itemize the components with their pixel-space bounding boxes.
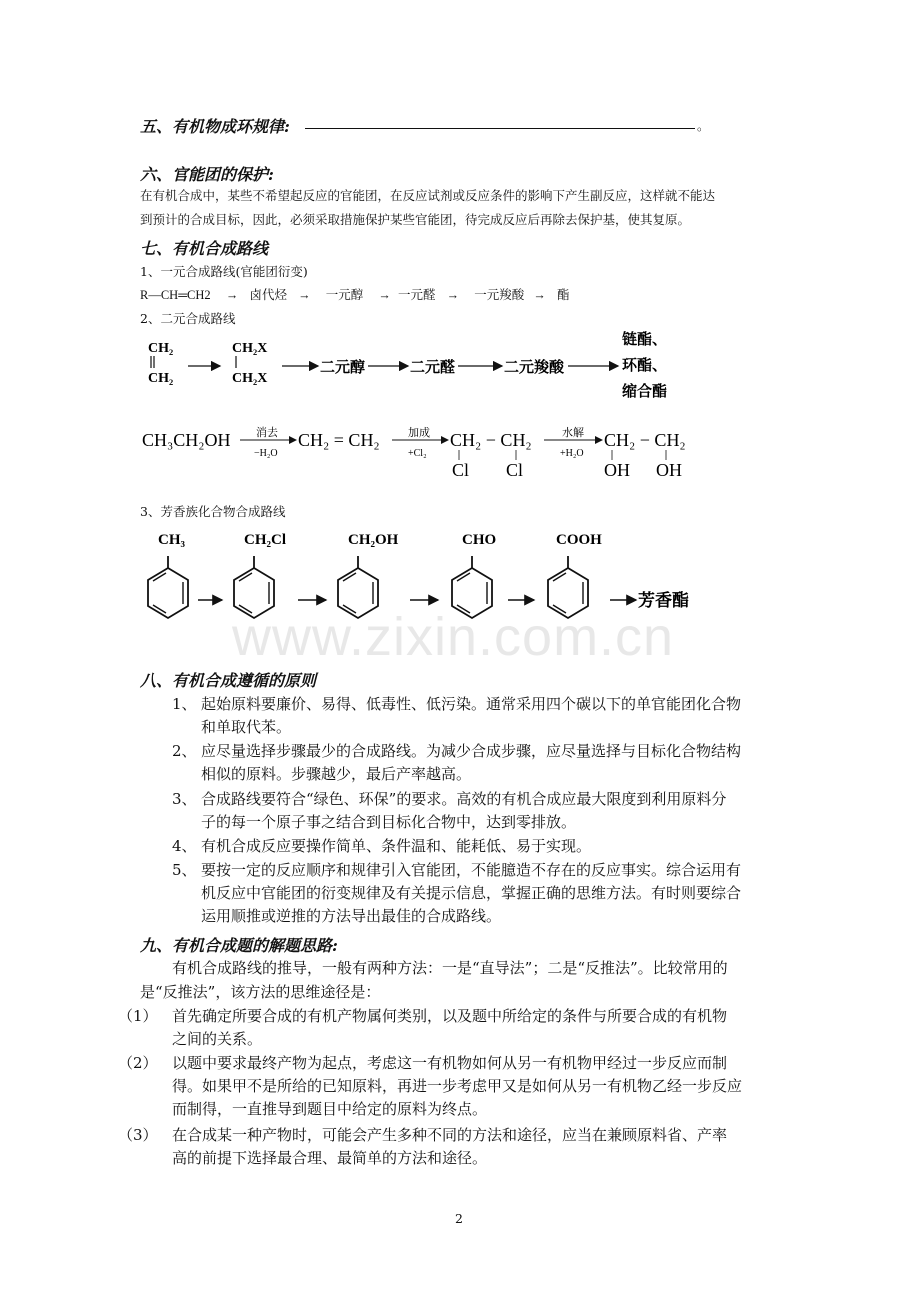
condition-minus-water: −H₂O bbox=[254, 448, 278, 459]
benzyl-alcohol-group: CH₂OH bbox=[348, 532, 399, 548]
dicarboxylic-acid: 二元羧酸 bbox=[504, 360, 565, 376]
section5-period: 。 bbox=[697, 118, 710, 133]
benzene-ring-icon bbox=[148, 556, 188, 618]
route2-diagram bbox=[140, 328, 720, 402]
text-line: 而制得，一直推导到题目中给定的原料为终点。 bbox=[172, 1100, 488, 1118]
hydroxyl-right: OH bbox=[656, 460, 682, 480]
chlorine-right: Cl bbox=[506, 460, 524, 480]
ethene-top: CH₂ bbox=[148, 341, 174, 356]
watermark: www.zixin.com.cn bbox=[232, 607, 675, 667]
text-line: 在合成某一种产物时，可能会产生多种不同的方法和途径，应当在兼顾原料省、产率 bbox=[172, 1126, 728, 1144]
approach-1 bbox=[172, 1005, 727, 1051]
arrow-icon: → bbox=[446, 288, 460, 302]
text-line: 高的前提下选择最合理、最简单的方法和途径。 bbox=[172, 1149, 488, 1167]
ethene-bottom: CH₂ bbox=[148, 371, 174, 386]
condition-plus-water: +H₂O bbox=[560, 448, 584, 459]
benzaldehyde-group: CHO bbox=[462, 532, 497, 548]
condition-elimination: 消去 bbox=[256, 427, 278, 439]
text-line: 运用顺推或逆推的方法导出最佳的合成路线。 bbox=[201, 907, 502, 925]
reaction-equation bbox=[140, 420, 720, 484]
benzene-ring-icon bbox=[548, 556, 588, 618]
text-line: 子的每一个原子事之结合到目标化合物中，达到零排放。 bbox=[201, 813, 577, 831]
principle-number: 4、 bbox=[172, 837, 197, 855]
text-line: 之间的关系。 bbox=[172, 1030, 263, 1048]
route1-step: 一元醇 bbox=[325, 288, 364, 302]
ethene: CH₂ = CH₂ bbox=[298, 430, 380, 450]
ethanol: CH₃CH₂OH bbox=[142, 430, 231, 450]
approach-number: （2） bbox=[118, 1054, 158, 1072]
text-line: 起始原料要廉价、易得、低毒性、低污染。通常采用四个碳以下的单官能团化合物 bbox=[201, 695, 742, 713]
fill-in-blank-line bbox=[305, 128, 695, 129]
dichloroethane: CH₂ − CH₂ bbox=[450, 430, 532, 450]
route1-start: R—CH═CH2 bbox=[140, 288, 211, 302]
route1-chain bbox=[140, 285, 570, 303]
principle-3 bbox=[201, 788, 726, 834]
aromatic-ester: 芳香酯 bbox=[638, 591, 689, 610]
route1-step: 一元羧酸 bbox=[474, 288, 525, 302]
dihalide-top: CH₂X bbox=[232, 341, 268, 356]
principle-4 bbox=[201, 835, 591, 858]
approach-number: （3） bbox=[118, 1126, 158, 1144]
page-number: 2 bbox=[455, 1211, 463, 1226]
text-line: 要按一定的反应顺序和规律引入官能团，不能臆造不存在的反应事实。综合运用有 bbox=[201, 861, 742, 879]
arrow-icon: → bbox=[378, 288, 391, 302]
route1-step: 卤代烃 bbox=[249, 288, 287, 302]
section6-title: 六、官能团的保护: bbox=[140, 165, 274, 184]
condition-addition: 加成 bbox=[408, 427, 430, 439]
approach-2 bbox=[172, 1052, 742, 1121]
section8-title: 八、有机合成遵循的原则 bbox=[140, 671, 317, 690]
arrow-icon: → bbox=[533, 288, 546, 302]
text-line: 相似的原料。步骤越少，最后产率越高。 bbox=[201, 765, 472, 783]
text-line: 机反应中官能团的衍变规律及有关提示信息，掌握正确的思维方法。有时则要综合 bbox=[201, 884, 742, 902]
benzene-ring-icon bbox=[338, 556, 378, 618]
toluene-group: CH₃ bbox=[158, 532, 185, 548]
benzene-ring-icon bbox=[452, 556, 492, 618]
hydroxyl-left: OH bbox=[604, 460, 630, 480]
route3-title: 3、芳香族化合物合成路线 bbox=[140, 504, 286, 519]
principle-number: 3、 bbox=[172, 790, 197, 808]
section7-title: 七、有机合成路线 bbox=[140, 239, 269, 258]
text-line: 以题中要求最终产物为起点，考虑这一有机物如何从另一有机物甲经过一步反应而制 bbox=[172, 1054, 728, 1072]
section9-intro-line1: 有机合成路线的推导，一般有两种方法：一是“直导法”；二是“反推法”。比较常用的 bbox=[172, 959, 728, 977]
route1-step: 一元醛 bbox=[397, 288, 436, 302]
chlorine-left: Cl bbox=[452, 460, 470, 480]
principle-number: 1、 bbox=[172, 695, 197, 713]
principle-number: 5、 bbox=[172, 861, 197, 879]
text-line: 和单取代苯。 bbox=[201, 718, 292, 736]
condition-hydrolysis: 水解 bbox=[562, 427, 584, 439]
text-line: 合成路线要符合“绿色、环保”的要求。高效的有机合成应最大限度到利用原料分 bbox=[201, 790, 727, 808]
section6-line2: 到预计的合成目标，因此，必须采取措施保护某些官能团，待完成反应后再除去保护基，使其复原。 bbox=[140, 212, 691, 227]
section9-title: 九、有机合成题的解题思路: bbox=[140, 936, 338, 955]
benzyl-chloride-group: CH₂Cl bbox=[244, 532, 286, 548]
route2-title: 2、二元合成路线 bbox=[140, 311, 236, 326]
condensation-ester: 缩合酯 bbox=[622, 384, 668, 400]
text-line: 得。如果甲不是所给的已知原料，再进一步考虑甲又是如何从另一有机物乙经一步反应 bbox=[172, 1077, 743, 1095]
principle-1 bbox=[201, 693, 741, 739]
text-line: 首先确定所要合成的有机产物属何类别，以及题中所给定的条件与所要合成的有机物 bbox=[172, 1007, 728, 1025]
dihalide-bottom: CH₂X bbox=[232, 371, 268, 386]
aromatic-route-diagram bbox=[140, 524, 720, 628]
principle-2 bbox=[201, 740, 741, 786]
section6-line1: 在有机合成中，某些不希望起反应的官能团，在反应试剂或反应条件的影响下产生副反应，这样就不能达 bbox=[140, 188, 716, 203]
route1-title: 1、一元合成路线(官能团衍变) bbox=[140, 264, 308, 279]
route1-step: 酯 bbox=[557, 288, 570, 302]
arrow-icon: → bbox=[225, 288, 239, 302]
cyclic-ester: 环酯、 bbox=[622, 358, 668, 374]
chain-ester: 链酯、 bbox=[622, 332, 668, 348]
text-line: 有机合成反应要操作简单、条件温和、能耗低、易于实现。 bbox=[201, 837, 592, 855]
arrow-icon: → bbox=[298, 288, 311, 302]
text-line: 应尽量选择步骤最少的合成路线。为减少合成步骤，应尽量选择与目标化合物结构 bbox=[201, 742, 742, 760]
principle-5 bbox=[201, 859, 741, 928]
benzoic-acid-group: COOH bbox=[556, 532, 602, 548]
dialdehyde: 二元醛 bbox=[410, 360, 456, 376]
approach-3 bbox=[172, 1124, 727, 1170]
ethylene-glycol: CH₂ − CH₂ bbox=[604, 430, 686, 450]
section5-title: 五、有机物成环规律: bbox=[140, 117, 290, 136]
approach-number: （1） bbox=[118, 1007, 158, 1025]
diol: 二元醇 bbox=[320, 360, 366, 376]
principle-number: 2、 bbox=[172, 742, 197, 760]
condition-plus-chlorine: +Cl₂ bbox=[408, 448, 427, 459]
section9-intro-line2: 是“反推法”，该方法的思维途径是： bbox=[140, 983, 381, 1001]
benzene-ring-icon bbox=[234, 556, 274, 618]
